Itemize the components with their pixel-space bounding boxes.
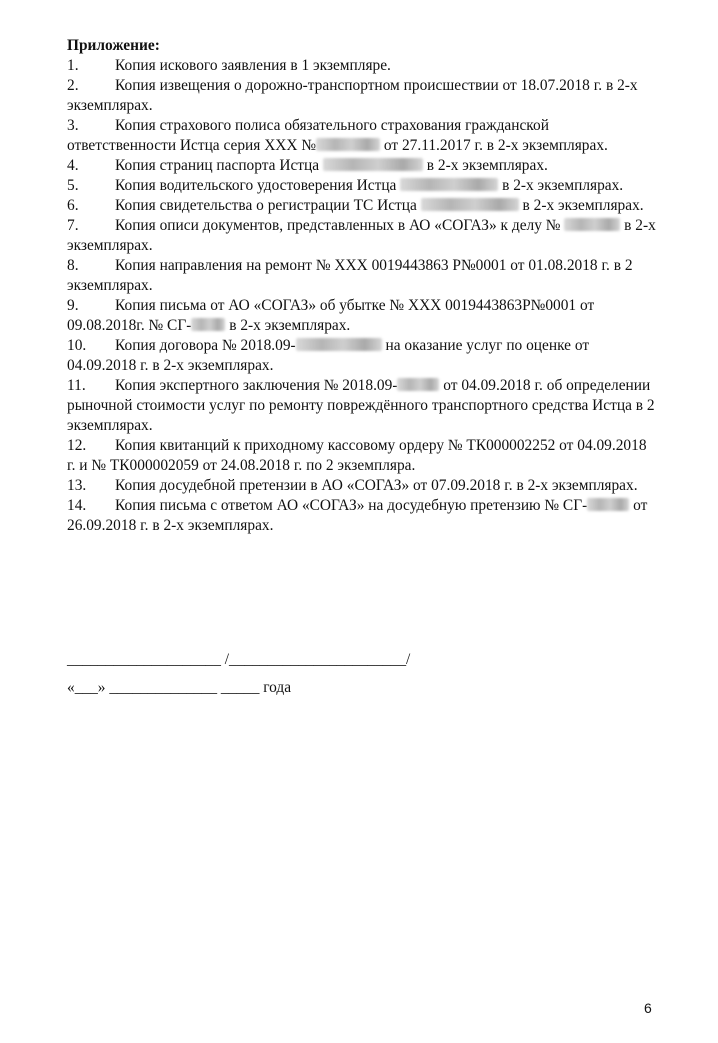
date-line: «___» ______________ _____ года <box>67 679 292 696</box>
page-number: 6 <box>644 1000 652 1016</box>
list-item: 10. Копия договора № 2018.09- на оказание услуг по оценке от 04.09.2018 г. в 2-х экземплярах. <box>67 337 590 374</box>
redacted-text <box>296 338 382 351</box>
redacted-text <box>587 498 629 511</box>
list-item: 1. Копия искового заявления в 1 экземпляре. <box>67 57 391 74</box>
appendix-section <box>67 36 657 536</box>
list-item: 13. Копия досудебной претензии в АО «СОГАЗ» от 07.09.2018 г. в 2-х экземплярах. <box>67 477 638 494</box>
appendix-heading: Приложение: <box>67 37 160 54</box>
redacted-text <box>564 218 620 231</box>
list-item: 4. Копия страниц паспорта Истца в 2-х экземплярах. <box>67 157 548 174</box>
list-item: 11. Копия экспертного заключения № 2018.09- от 04.09.2018 г. об определении рыночной стоимости услуг по ремонту повреждённого транспортного средства Истца в 2 экземплярах. <box>67 377 655 434</box>
list-item: 2. Копия извещения о дорожно-транспортном происшествии от 18.07.2018 г. в 2-х экземплярах. <box>67 77 638 114</box>
signature-line: ____________________ /_______________________/ <box>67 651 411 668</box>
list-item: 12. Копия квитанций к приходному кассовому ордеру № ТК000002252 от 04.09.2018 г. и № ТК000002059 от 24.08.2018 г. по 2 экземпляра. <box>67 437 647 474</box>
list-item: 8. Копия направления на ремонт № ХХХ 0019443863 Р№0001 от 01.08.2018 г. в 2 экземплярах. <box>67 257 633 294</box>
redacted-text <box>397 378 439 391</box>
list-item: 6. Копия свидетельства о регистрации ТС Истца в 2-х экземплярах. <box>67 197 644 214</box>
redacted-text <box>323 158 423 171</box>
redacted-text <box>400 178 498 191</box>
list-item: 5. Копия водительского удостоверения Истца в 2-х экземплярах. <box>67 177 624 194</box>
redacted-text <box>191 318 225 331</box>
redacted-text <box>421 198 519 211</box>
redacted-text <box>316 138 380 151</box>
list-item: 7. Копия описи документов, представленных в АО «СОГАЗ» к делу № в 2-х экземплярах. <box>67 217 656 254</box>
list-item: 9. Копия письма от АО «СОГАЗ» об убытке № ХХХ 0019443863Р№0001 от 09.08.2018г. № СГ- в 2-х экземплярах. <box>67 297 595 334</box>
list-item: 14. Копия письма с ответом АО «СОГАЗ» на досудебную претензию № СГ- от 26.09.2018 г. в 2-х экземплярах. <box>67 497 648 534</box>
list-item: 3. Копия страхового полиса обязательного страхования гражданской ответственности Истца серия ХХХ № от 27.11.2017 г. в 2-х экземплярах. <box>67 117 608 154</box>
